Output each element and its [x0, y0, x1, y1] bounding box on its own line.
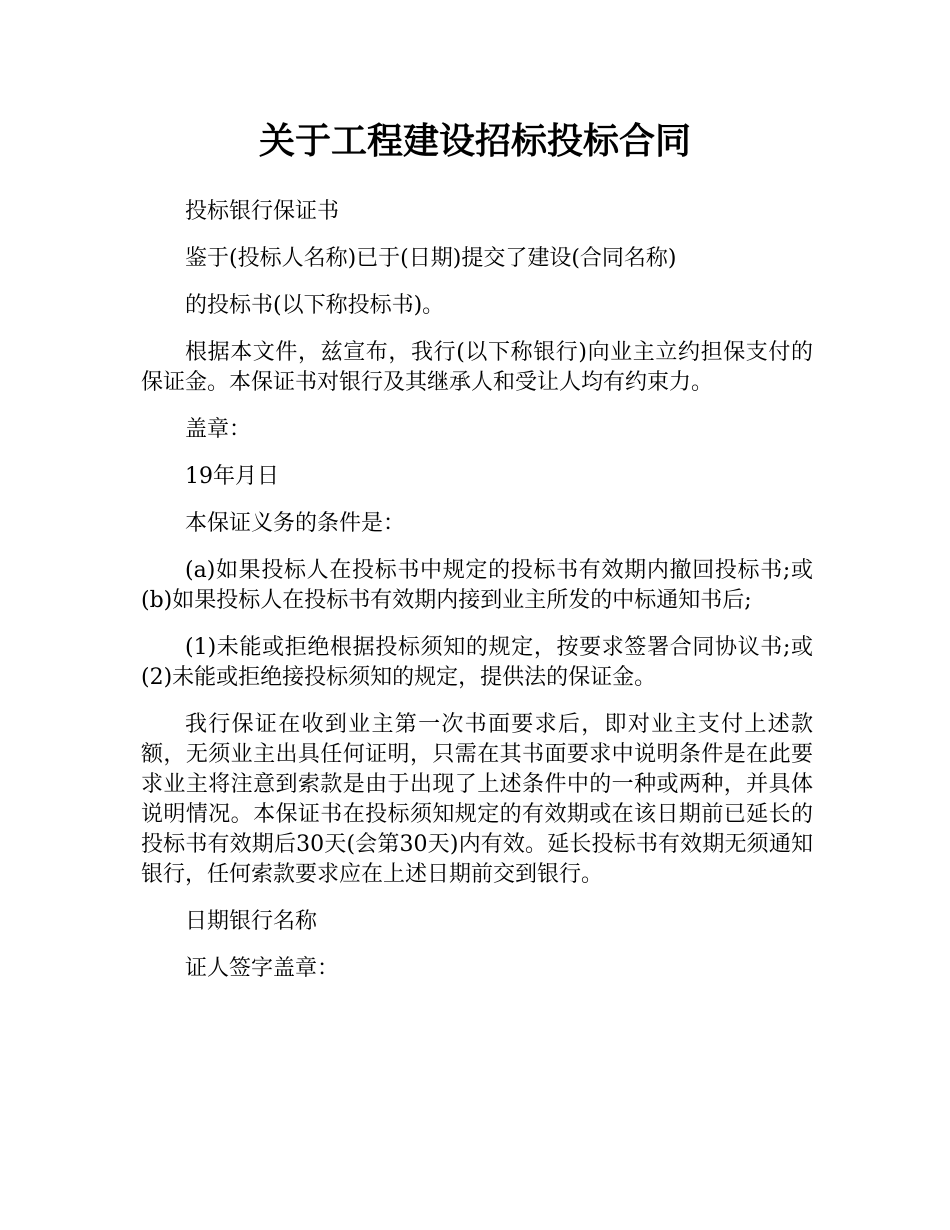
paragraph-date-bank-name: 日期银行名称 — [185, 909, 318, 934]
document-title: 关于工程建设招标投标合同 — [258, 121, 691, 162]
paragraph-condition-a-b: (a)如果投标人在投标书中规定的投标书有效期内撤回投标书;或(b)如果投标人在投标书有效期内接到业主所发的中标通知书后; — [141, 558, 813, 613]
paragraph-whereas: 鉴于(投标人名称)已于(日期)提交了建设(合同名称) — [185, 246, 677, 271]
paragraph-guarantee-heading: 投标银行保证书 — [185, 199, 340, 224]
paragraph-witness-signature: 证人签字盖章： — [185, 956, 340, 981]
paragraph-seal: 盖章： — [185, 417, 252, 442]
paragraph-conditions-intro: 本保证义务的条件是： — [185, 511, 406, 536]
paragraph-date-line: 19年月日 — [185, 464, 279, 489]
paragraph-bid-reference: 的投标书(以下称投标书)。 — [185, 293, 445, 318]
document-body — [141, 197, 813, 1001]
paragraph-condition-1-2: (1)未能或拒绝根据投标须知的规定，按要求签署合同协议书;或(2)未能或拒绝接投标须知的规定，提供法的保证金。 — [141, 635, 813, 690]
paragraph-payment-obligation: 我行保证在收到业主第一次书面要求后，即对业主支付上述款额，无须业主出具任何证明，只需在其书面要求中说明条件是在此要求业主将注意到索款是由于出现了上述条件中的一种或两种，并具体说明情况。本保证书在投标须知规定的有效期或在该日期前已延长的投标书有效期后30天(会第30天)内有效。延长投标书有效期无须通知银行，任何索款要求应在上述日期前交到银行。 — [141, 712, 813, 887]
paragraph-declaration: 根据本文件，兹宣布，我行(以下称银行)向业主立约担保支付的保证金。本保证书对银行及其继承人和受让人均有约束力。 — [141, 340, 813, 395]
